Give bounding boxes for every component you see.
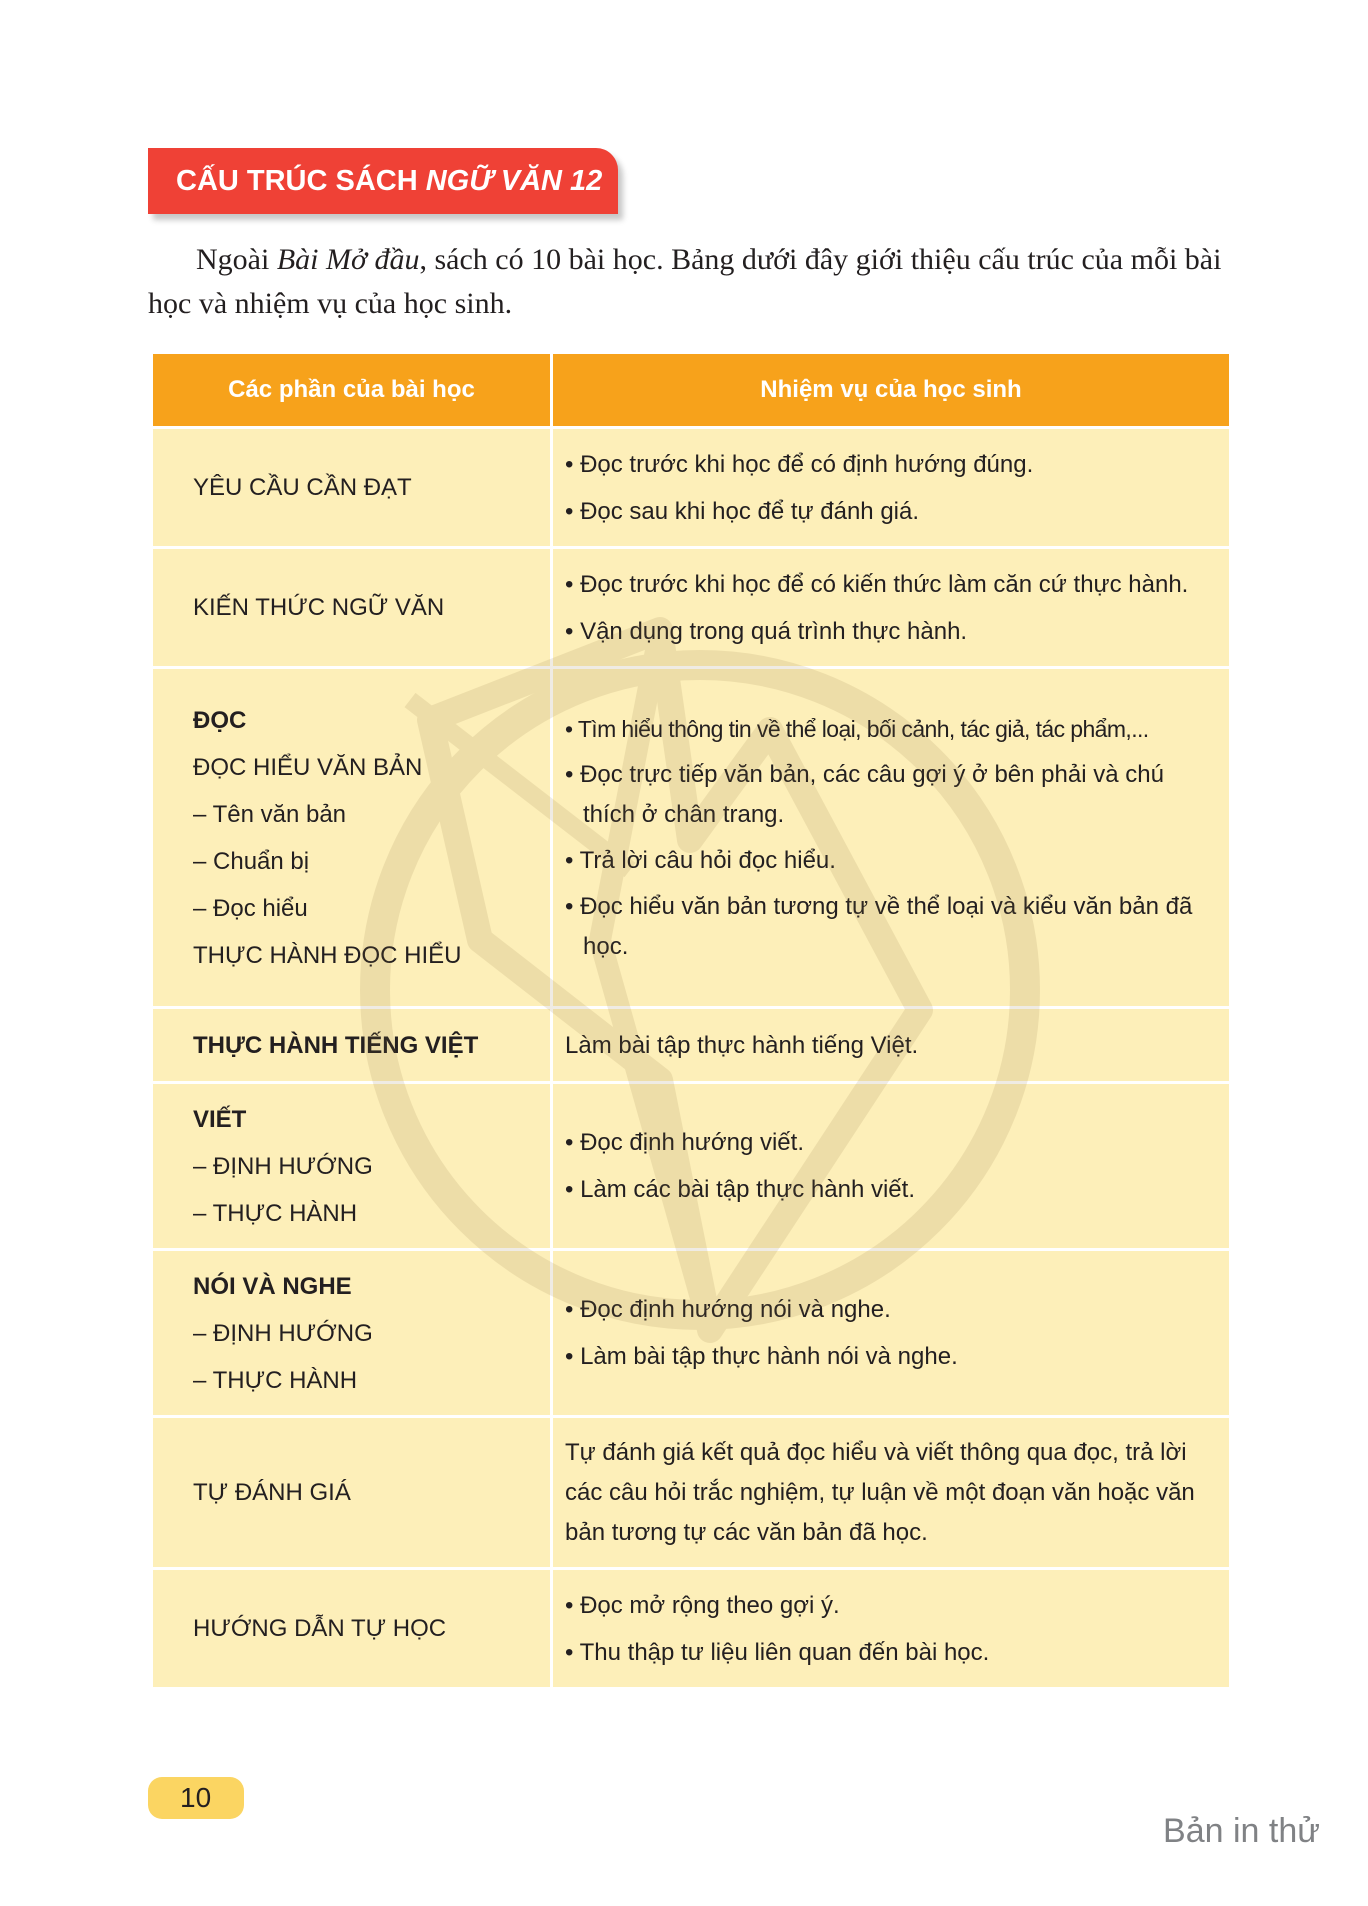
lesson-part-sub: – Chuẩn bị bbox=[193, 847, 310, 875]
task-item: • Tìm hiểu thông tin về thể loại, bối cảnh, tác giả, tác phẩm,... bbox=[565, 715, 1149, 742]
task-item: • Trả lời câu hỏi đọc hiểu. bbox=[565, 846, 836, 874]
header-student-tasks: Nhiệm vụ của học sinh bbox=[552, 353, 1231, 428]
student-task-cell bbox=[552, 428, 1231, 548]
lesson-part-sub: – THỰC HÀNH bbox=[193, 1366, 358, 1394]
task-item: • Đọc trước khi học để có kiến thức làm căn cứ thực hành. bbox=[565, 570, 1189, 598]
task-item: • Làm bài tập thực hành nói và nghe. bbox=[565, 1343, 958, 1370]
lesson-part-sub: – Tên văn bản bbox=[193, 800, 347, 828]
intro-before: Ngoài bbox=[196, 243, 277, 276]
lesson-part-sub: – Đọc hiểu bbox=[193, 894, 308, 922]
section-title bbox=[148, 148, 618, 214]
task-item: • Đọc trực tiếp văn bản, các câu gợi ý ở bên phải và chú thích ở chân trang. bbox=[565, 760, 1164, 828]
section-title-prefix: CẤU TRÚC SÁCH bbox=[176, 165, 426, 197]
lesson-part-label: ĐỌC HIỂU VĂN BẢN bbox=[193, 753, 423, 781]
header-lesson-parts: Các phần của bài học bbox=[152, 353, 552, 428]
lesson-part-heading: THỰC HÀNH TIẾNG VIỆT bbox=[193, 1031, 479, 1059]
task-item: • Làm các bài tập thực hành viết. bbox=[565, 1176, 915, 1203]
task-item: • Đọc mở rộng theo gợi ý. bbox=[565, 1591, 840, 1619]
table-row bbox=[152, 1417, 1231, 1569]
task-item: • Đọc sau khi học để tự đánh giá. bbox=[565, 497, 920, 525]
student-task-cell bbox=[552, 1569, 1231, 1689]
lesson-part-sub: – ĐỊNH HƯỚNG bbox=[193, 1152, 373, 1180]
table-header-row bbox=[152, 353, 1231, 428]
intro-paragraph bbox=[148, 238, 1238, 326]
student-task-cell bbox=[552, 1417, 1231, 1569]
task-item: Tự đánh giá kết quả đọc hiểu và viết thông qua đọc, trả lời các câu hỏi trắc nghiệm, tự luận về một đoạn văn hoặc văn bản tương tự các văn bản đã học. bbox=[565, 1438, 1195, 1546]
lesson-part-cell bbox=[152, 1569, 552, 1689]
lesson-part-cell bbox=[152, 428, 552, 548]
intro-after: , sách có 10 bài học. Bảng dưới đây giới thiệu cấu trúc của mỗi bài học và nhiệm vụ của học sinh. bbox=[148, 243, 1222, 320]
lesson-part-heading: NÓI VÀ NGHE bbox=[193, 1272, 352, 1300]
lesson-part-sub: – ĐỊNH HƯỚNG bbox=[193, 1319, 373, 1347]
publisher-watermark-icon bbox=[330, 610, 1070, 1370]
lesson-part-label: TỰ ĐÁNH GIÁ bbox=[193, 1479, 351, 1506]
section-title-book: NGỮ VĂN 12 bbox=[425, 165, 603, 197]
lesson-part-label: THỰC HÀNH ĐỌC HIỂU bbox=[193, 941, 462, 969]
task-item: • Đọc định hướng viết. bbox=[565, 1129, 804, 1156]
table-row bbox=[152, 428, 1231, 548]
intro-italic: Bài Mở đầu bbox=[276, 243, 420, 276]
lesson-part-label: YÊU CẦU CẦN ĐẠT bbox=[193, 474, 412, 501]
table-row bbox=[152, 1569, 1231, 1689]
task-item: • Vận dụng trong quá trình thực hành. bbox=[565, 617, 968, 645]
task-item: • Thu thập tư liệu liên quan đến bài học. bbox=[565, 1638, 990, 1666]
page-number: 10 bbox=[148, 1777, 244, 1819]
lesson-part-sub: – THỰC HÀNH bbox=[193, 1199, 358, 1227]
lesson-part-heading: ĐỌC bbox=[193, 706, 247, 734]
task-item: • Đọc trước khi học để có định hướng đúng. bbox=[565, 450, 1034, 478]
lesson-part-cell bbox=[152, 1417, 552, 1569]
lesson-part-heading: VIẾT bbox=[193, 1105, 247, 1133]
task-item: • Đọc hiểu văn bản tương tự về thể loại và kiểu văn bản đã học. bbox=[565, 892, 1193, 960]
task-item: • Đọc định hướng nói và nghe. bbox=[565, 1296, 891, 1323]
draft-label: Bản in thử bbox=[1163, 1812, 1320, 1850]
lesson-part-label: HƯỚNG DẪN TỰ HỌC bbox=[193, 1615, 447, 1642]
task-item: Làm bài tập thực hành tiếng Việt. bbox=[565, 1031, 919, 1059]
lesson-part-label: KIẾN THỨC NGỮ VĂN bbox=[193, 594, 445, 621]
